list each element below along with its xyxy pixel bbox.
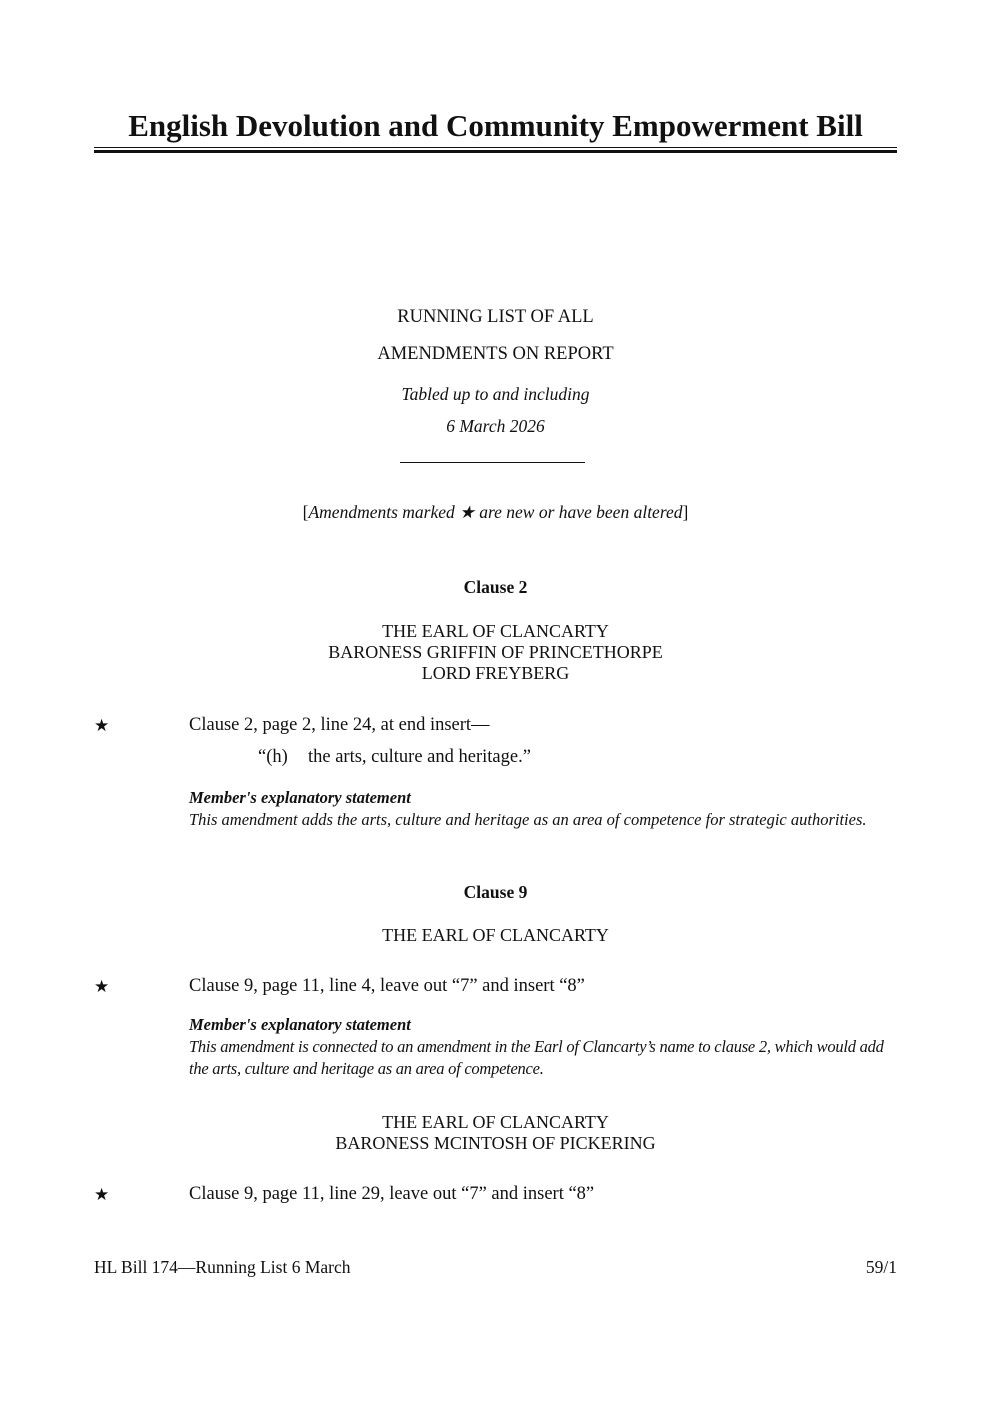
statement-heading: Member's explanatory statement [189,788,411,807]
sponsor-names [0,925,991,946]
footer-bill-reference: HL Bill 174—Running List 6 March [94,1257,351,1277]
sponsor-name: THE EARL OF CLANCARTY [382,1112,609,1132]
footer-page-number: 59/1 [865,1257,897,1277]
amendment-text: Clause 2, page 2, line 24, at end insert— [189,715,490,735]
amendment-text: Clause 9, page 11, line 4, leave out “7” and insert “8” [189,976,585,996]
sponsor-name: THE EARL OF CLANCARTY [382,925,609,945]
amendment-text: Clause 9, page 11, line 29, leave out “7” and insert “8” [189,1184,595,1204]
sponsor-name: THE EARL OF CLANCARTY [382,621,609,641]
sponsor-names [0,621,991,684]
statement-text: This amendment is connected to an amendment in the Earl of Clancarty’s name to clause 2, which would add the arts, culture and heritage as an area of competence. [189,1037,884,1078]
explanatory-statement [189,787,899,830]
clause-heading: Clause 9 [463,882,528,902]
bill-title: English Devolution and Community Empowerment Bill [128,108,863,143]
star-note [0,504,991,522]
running-list-heading-2: AMENDMENTS ON REPORT [377,344,614,364]
sponsor-name: BARONESS MCINTOSH OF PICKERING [335,1133,656,1153]
title-rule-thin [94,147,897,148]
tabled-date: 6 March 2026 [446,416,545,436]
new-amendment-star-icon: ★ [94,716,110,735]
statement-text: This amendment adds the arts, culture and heritage as an area of competence for strategic authorities. [189,810,867,829]
star-note-text: Amendments marked ★ are new or have been altered [308,502,683,522]
header-divider [400,462,585,463]
new-amendment-star-icon: ★ [94,1185,110,1204]
title-rule-thick [94,150,897,153]
bracket-close: ] [682,502,689,522]
insert-text: the arts, culture and heritage.” [308,747,531,767]
sponsor-name: BARONESS GRIFFIN OF PRINCETHORPE [328,642,663,662]
insert-label: “(h) [258,747,288,767]
statement-heading: Member's explanatory statement [189,1015,411,1034]
tabled-text: Tabled up to and including [401,384,590,404]
clause-heading: Clause 2 [463,577,528,597]
sponsor-name: LORD FREYBERG [421,663,570,683]
bracket-open: [ [302,502,309,522]
running-list-heading-1: RUNNING LIST OF ALL [397,307,594,327]
sponsor-names [0,1112,991,1154]
new-amendment-star-icon: ★ [94,977,110,996]
explanatory-statement [189,1014,899,1080]
